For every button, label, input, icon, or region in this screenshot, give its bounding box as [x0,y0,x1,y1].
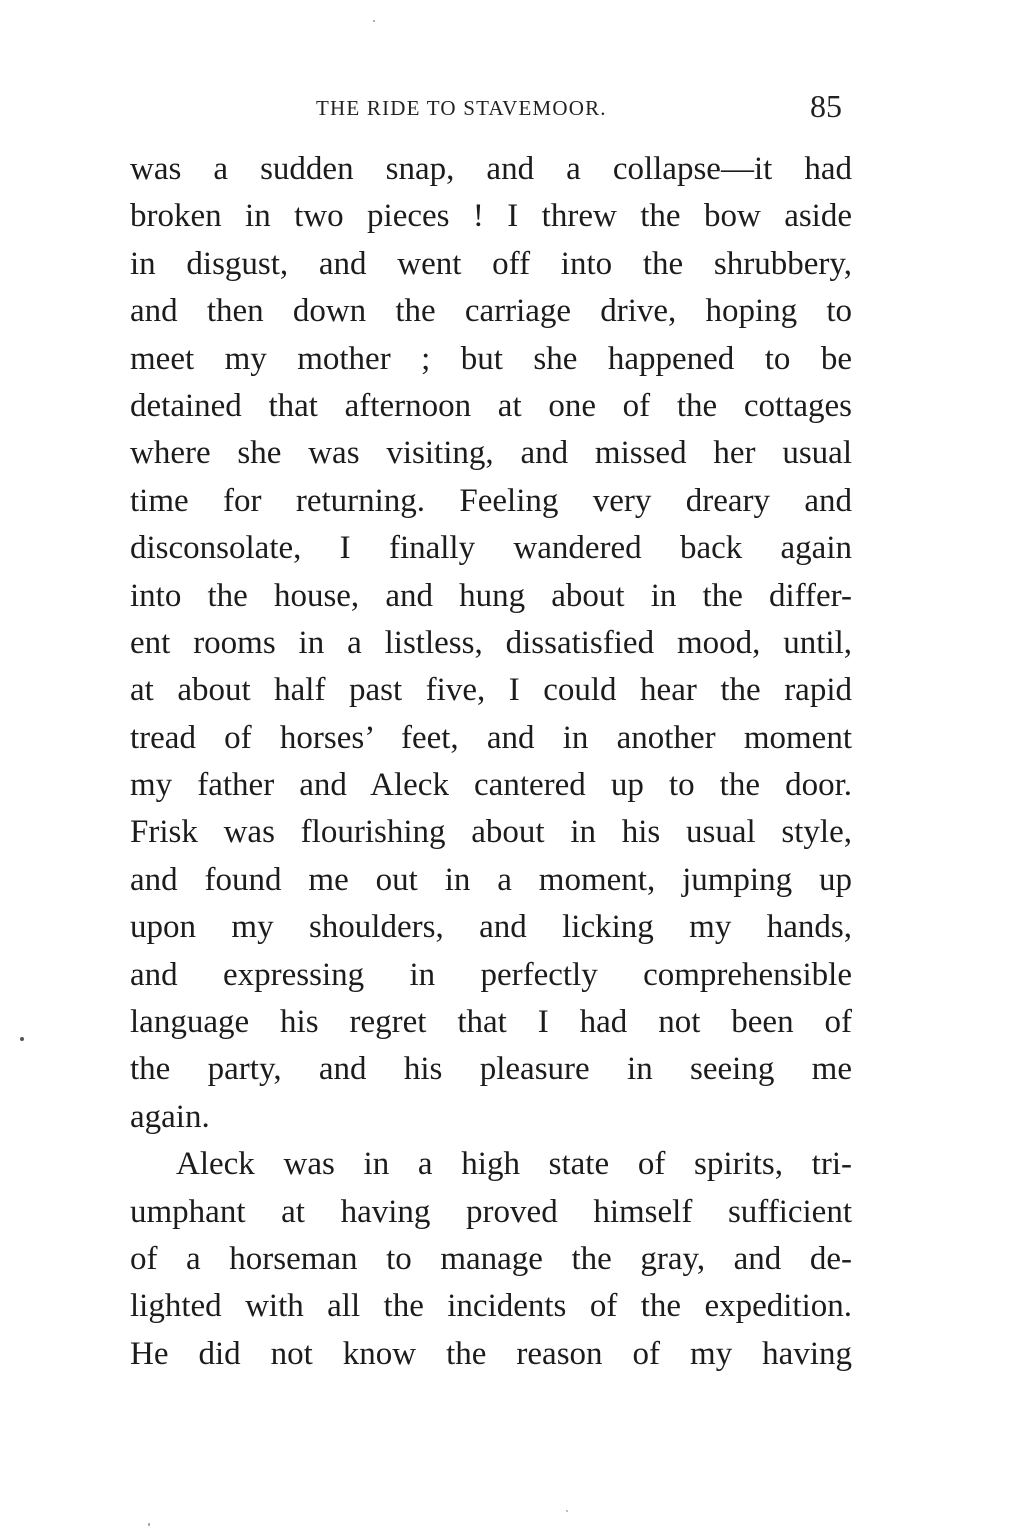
text-line: language his regret that I had not been of [130,1004,852,1041]
running-title: THE RIDE TO STAVEMOOR. [316,96,607,120]
text-line: Aleck was in a high state of spirits, tri- [176,1146,852,1183]
text-line: upon my shoulders, and licking my hands, [130,909,852,946]
text-line: broken in two pieces ! I threw the bow aside [130,198,852,235]
text-line: disconsolate, I finally wandered back again [130,530,852,567]
text-line: at about half past five, I could hear the rapid [130,672,852,709]
scan-speck [20,1037,24,1041]
text-line: where she was visiting, and missed her usual [130,435,852,472]
text-line: lighted with all the incidents of the expedition. [130,1288,852,1325]
body-text [130,146,852,1378]
text-line: was a sudden snap, and a collapse—it had [130,151,852,187]
text-line: tread of horses’ feet, and in another moment [130,719,852,756]
running-header [0,88,1026,128]
text-line: umphant at having proved himself sufficient [130,1193,852,1230]
text-line: in disgust, and went off into the shrubbery, [130,245,852,282]
text-line: meet my mother ; but she happened to be [130,340,852,377]
text-line: and expressing in perfectly comprehensible [130,956,852,993]
scan-speck [373,20,375,22]
text-line: Frisk was flourishing about in his usual style, [130,814,852,851]
text-line: again. [130,1098,210,1135]
text-line: ent rooms in a listless, dissatisfied mood, until, [130,624,852,661]
scan-speck [148,1523,150,1526]
text-line: my father and Aleck cantered up to the door. [130,767,852,804]
text-line: into the house, and hung about in the differ- [130,577,852,614]
text-line: and found me out in a moment, jumping up [130,861,852,898]
text-line: time for returning. Feeling very dreary and [130,482,852,519]
text-line: and then down the carriage drive, hoping to [130,293,852,330]
page-number: 85 [810,88,842,124]
text-line: detained that afternoon at one of the cottages [130,387,852,424]
text-line: of a horseman to manage the gray, and de- [130,1240,852,1277]
text-line: the party, and his pleasure in seeing me [130,1051,852,1088]
scan-speck [566,1510,568,1512]
text-line: He did not know the reason of my having [130,1335,852,1372]
